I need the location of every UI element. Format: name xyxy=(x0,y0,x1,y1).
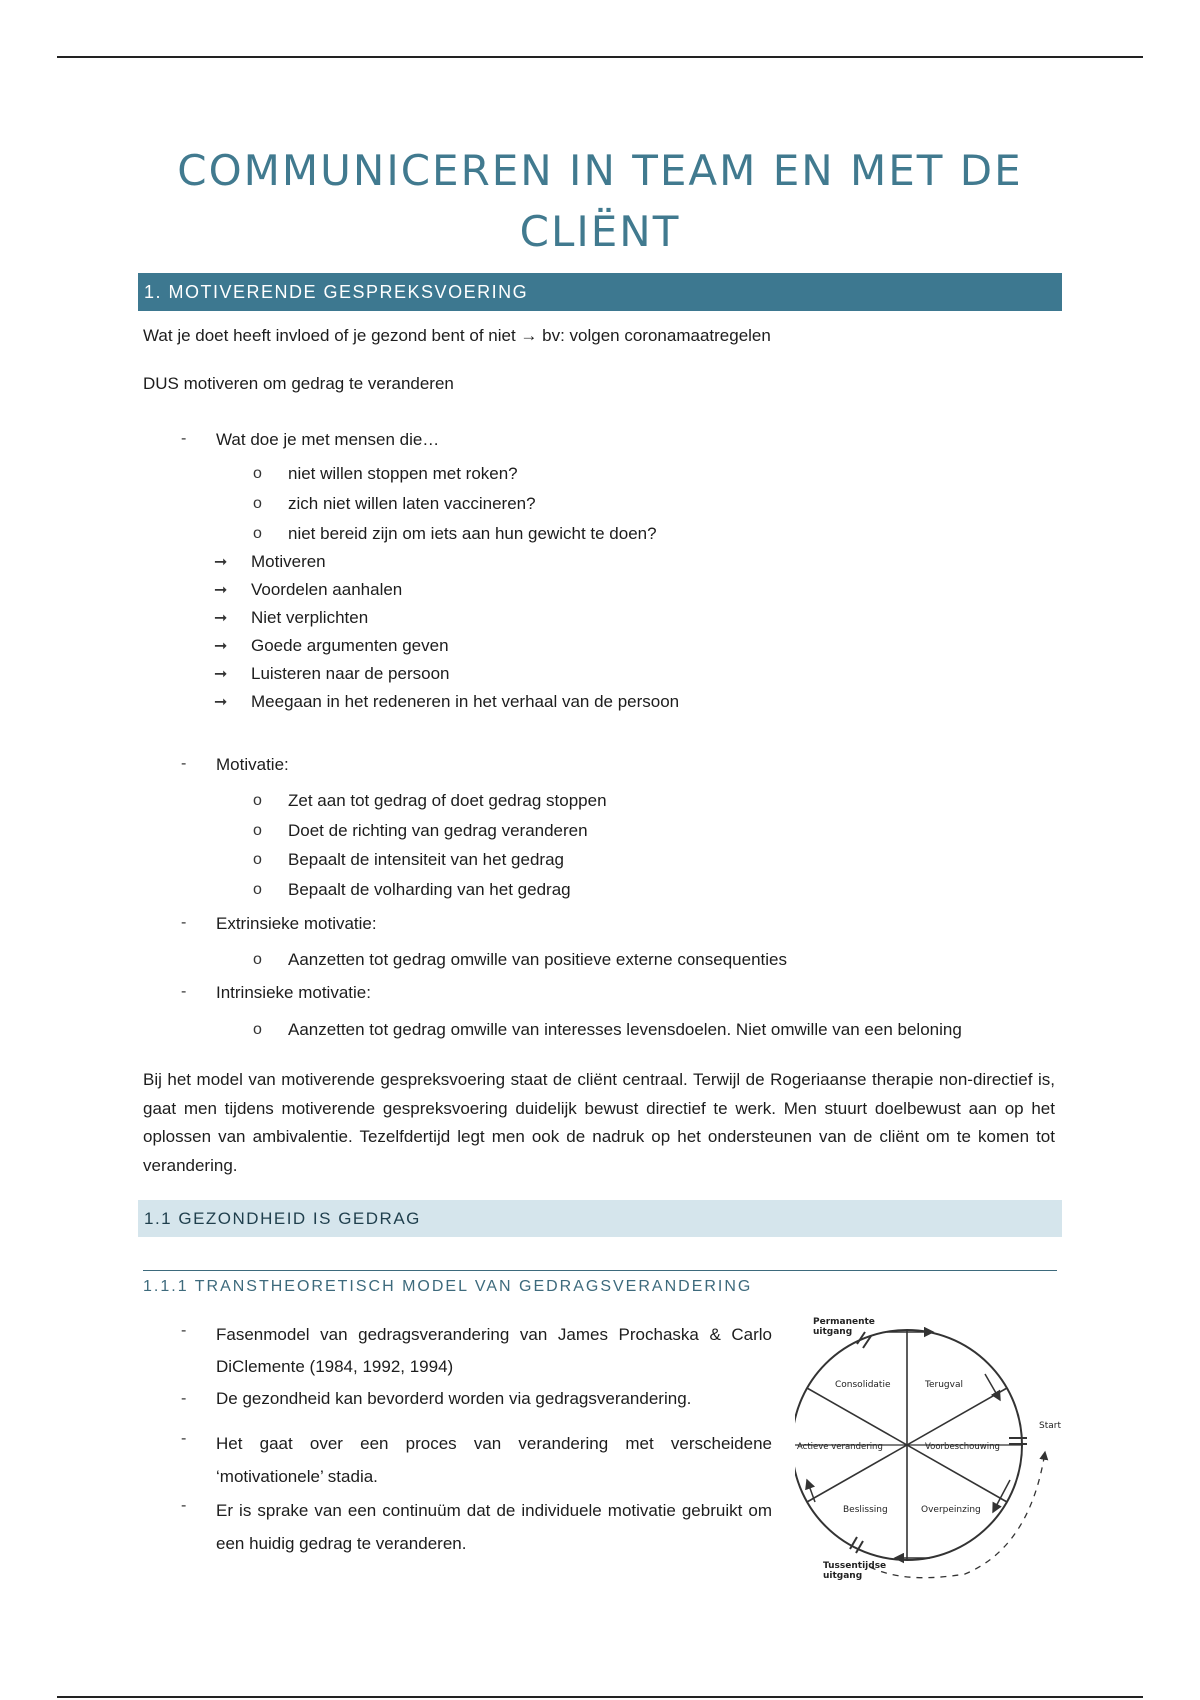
circle-marker: o xyxy=(253,525,262,542)
list-item: niet willen stoppen met roken? xyxy=(288,464,518,483)
body-paragraph: Bij het model van motiverende gespreksvoering staat de cliënt centraal. Terwijl de Rogeriaanse therapie non-directief is, gaat men tijdens motiverende gespreksvoering duidelijk bewust directief te werk. Men stuurt doelbewust aan op het oplossen van ambivalentie. Tezelfdertijd legt men ook de nadruk op het ondersteunen van de cliënt om te komen tot verandering. xyxy=(143,1070,1055,1175)
page-title xyxy=(57,140,1143,262)
intro-line-1: Wat je doet heeft invloed of je gezond bent of niet → bv: volgen coronamaatregelen xyxy=(143,326,771,345)
arrow-marker: ➞ xyxy=(214,582,228,599)
list-item: Luisteren naar de persoon xyxy=(251,664,450,683)
list-item: Meegaan in het redeneren in het verhaal van de persoon xyxy=(251,692,680,711)
stages-of-change-diagram xyxy=(795,1312,1065,1584)
list-item: Goede argumenten geven xyxy=(251,636,449,655)
label-terugval: Terugval xyxy=(925,1380,963,1390)
label-consolidatie: Consolidatie xyxy=(835,1380,891,1390)
label-permanent-exit: uitgang xyxy=(813,1327,853,1337)
list-item: Voordelen aanhalen xyxy=(251,580,403,599)
dash-marker: - xyxy=(181,1497,187,1514)
circle-marker: o xyxy=(253,1021,262,1038)
label-start: Start xyxy=(1039,1421,1061,1431)
intro-line-2: DUS motiveren om gedrag te veranderen xyxy=(143,374,454,393)
page-title-line1: COMMUNICEREN IN TEAM EN MET DE xyxy=(177,146,1023,195)
list-item: Niet verplichten xyxy=(251,608,369,627)
list-item: Motiveren xyxy=(251,552,326,571)
list-item: Aanzetten tot gedrag omwille van interesses levensdoelen. Niet omwille van een beloning xyxy=(288,1020,962,1039)
label-overpeinzing: Overpeinzing xyxy=(921,1505,981,1515)
circle-marker: o xyxy=(253,881,262,898)
label-temp-exit: Tussentijdse xyxy=(823,1561,887,1571)
dash-marker: - xyxy=(181,1430,187,1447)
circle-marker: o xyxy=(253,465,262,482)
list-item: Er is sprake van een continuüm dat de individuele motivatie gebruikt om een huidig gedrag te veranderen. xyxy=(216,1501,772,1553)
dash-marker: - xyxy=(181,1390,187,1407)
list-item: Zet aan tot gedrag of doet gedrag stoppen xyxy=(288,791,607,810)
circle-marker: o xyxy=(253,792,262,809)
list-item: Motivatie: xyxy=(216,755,289,774)
list-item: De gezondheid kan bevorderd worden via gedragsverandering. xyxy=(216,1389,692,1408)
arrow-marker: ➞ xyxy=(214,610,228,627)
list-item: Intrinsieke motivatie: xyxy=(216,983,371,1002)
dash-marker: - xyxy=(181,983,187,1000)
label-permanent-exit: Permanente xyxy=(813,1317,875,1327)
arrow-marker: ➞ xyxy=(214,554,228,571)
list-item: Fasenmodel van gedragsverandering van James Prochaska & Carlo DiClemente (1984, 1992, 1994) xyxy=(216,1325,772,1376)
dash-marker: - xyxy=(181,755,187,772)
cycle-arrow xyxy=(807,1480,815,1502)
list-item: Wat doe je met mensen die… xyxy=(216,430,440,449)
dash-marker: - xyxy=(181,430,187,447)
arrow-marker: ➞ xyxy=(214,694,228,711)
bottom-rule xyxy=(57,1696,1143,1698)
label-beslissing: Beslissing xyxy=(843,1505,888,1515)
top-rule xyxy=(57,56,1143,58)
label-voorbeschouwing: Voorbeschouwing xyxy=(925,1442,1000,1452)
list-item: Bepaalt de volharding van het gedrag xyxy=(288,880,571,899)
label-actieve-verandering: Actieve verandering xyxy=(797,1442,883,1452)
list-item: niet bereid zijn om iets aan hun gewicht te doen? xyxy=(288,524,657,543)
list-item: Het gaat over een proces van verandering met verscheidene ‘motivationele’ stadia. xyxy=(216,1434,772,1486)
label-temp-exit: uitgang xyxy=(823,1571,863,1581)
section-heading-motiverende-gespreksvoering: 1. MOTIVERENDE GESPREKSVOERING xyxy=(138,273,1062,311)
arrow-marker: ➞ xyxy=(214,638,228,655)
arrow-marker: ➞ xyxy=(214,666,228,683)
section-heading-gezondheid-is-gedrag: 1.1 GEZONDHEID IS GEDRAG xyxy=(138,1200,1062,1237)
subsection-heading-transtheoretisch-model: 1.1.1 TRANSTHEORETISCH MODEL VAN GEDRAGSVERANDERING xyxy=(143,1270,1057,1296)
circle-marker: o xyxy=(253,822,262,839)
list-item: zich niet willen laten vaccineren? xyxy=(288,494,536,513)
circle-marker: o xyxy=(253,951,262,968)
list-item: Doet de richting van gedrag veranderen xyxy=(288,821,588,840)
list-item: Extrinsieke motivatie: xyxy=(216,914,377,933)
circle-marker: o xyxy=(253,851,262,868)
list-item: Bepaalt de intensiteit van het gedrag xyxy=(288,850,564,869)
page-title-line2: CLIËNT xyxy=(519,207,681,256)
dash-marker: - xyxy=(181,914,187,931)
circle-marker: o xyxy=(253,495,262,512)
list-item: Aanzetten tot gedrag omwille van positieve externe consequenties xyxy=(288,950,787,969)
dash-marker: - xyxy=(181,1322,187,1339)
